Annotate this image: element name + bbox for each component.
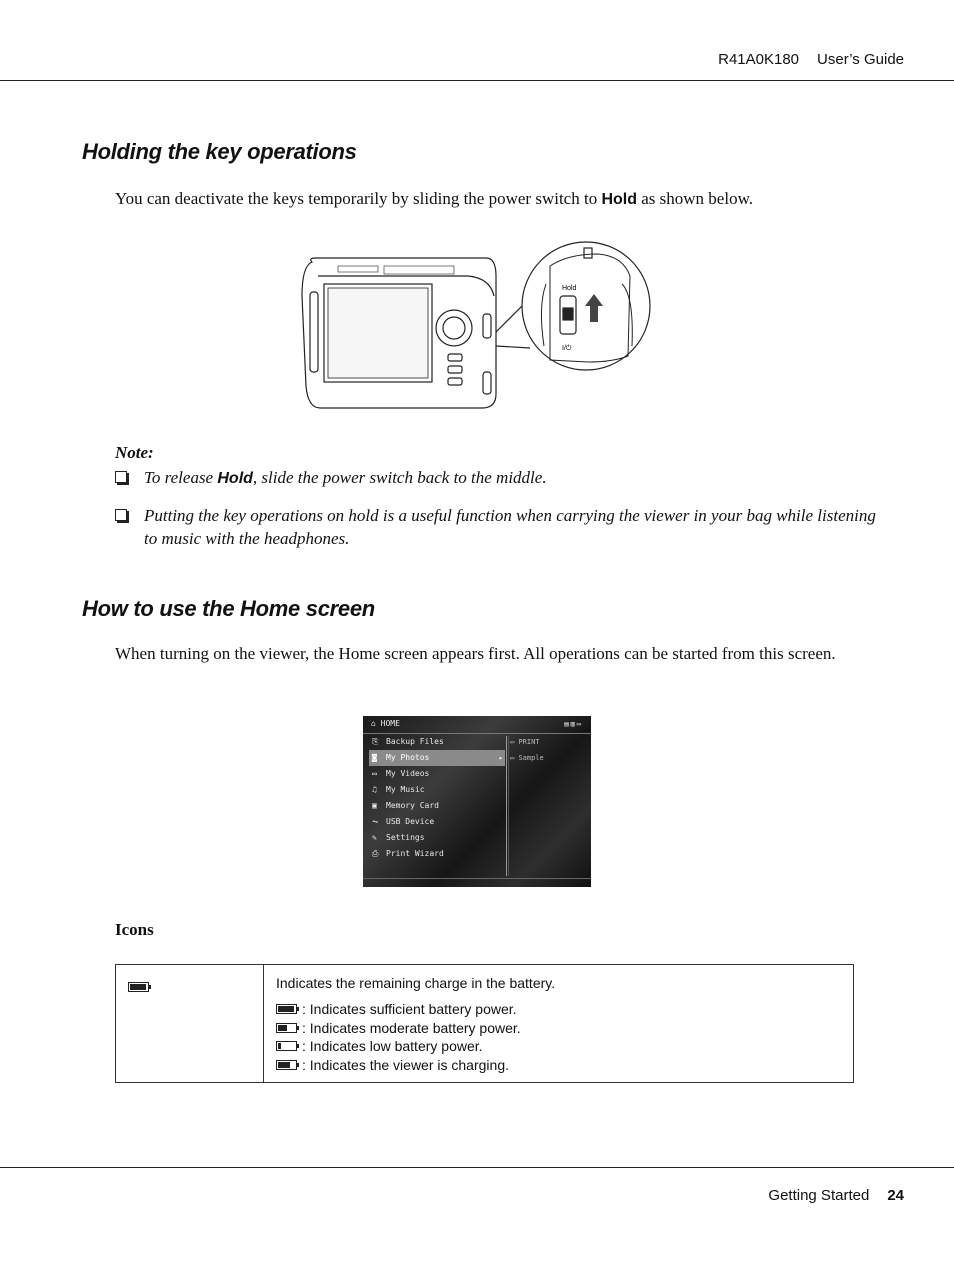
submenu — [510, 734, 544, 766]
header-rule — [0, 80, 954, 81]
running-footer — [768, 1187, 904, 1204]
description-cell — [264, 965, 854, 1083]
checkbox-bullet-icon — [115, 471, 127, 483]
battery-icon: ▭ — [576, 720, 583, 728]
battery-line-moderate: : Indicates moderate battery power. — [276, 1019, 853, 1038]
menu-item-my-videos[interactable]: ▭ My Videos — [369, 766, 505, 782]
card-icon: ▤ — [564, 720, 571, 728]
home-title: ⌂ HOME — [371, 719, 400, 728]
list-icon: ▥ — [570, 720, 577, 728]
wrench-icon: ✎ — [372, 833, 377, 842]
table-row — [116, 965, 854, 1083]
note-item-2: Putting the key operations on hold is a useful function when carrying the viewer in your bag while listening to music with the headphones. — [115, 504, 880, 550]
battery-charging-icon — [276, 1060, 297, 1070]
menu-item-memory-card[interactable]: ▣ Memory Card — [369, 798, 505, 814]
battery-description: Indicates the remaining charge in the battery. — [276, 975, 556, 991]
running-header — [718, 51, 904, 68]
menu-item-my-photos[interactable]: ◙ My Photos ▸ — [369, 750, 505, 766]
status-icons — [564, 720, 583, 728]
menu-item-my-music[interactable]: ♫ My Music — [369, 782, 505, 798]
checkbox-bullet-icon — [115, 509, 127, 521]
usb-icon: ⏦ — [372, 817, 379, 826]
home-icon: ⌂ — [371, 719, 376, 728]
battery-line-charging: : Indicates the viewer is charging. — [276, 1056, 853, 1075]
menu-divider-shadow — [508, 736, 509, 876]
home-paragraph: When turning on the viewer, the Home screen appears first. All operations can be started from this screen. — [115, 644, 836, 663]
footer-rule — [0, 1167, 954, 1168]
footer-section: Getting Started — [768, 1187, 870, 1204]
battery-moderate-icon — [276, 1023, 297, 1033]
section-title-holding: Holding the key operations — [82, 139, 357, 164]
hold-label: Hold — [562, 285, 577, 292]
home-screen-figure — [363, 716, 591, 887]
power-label: I/⏻ — [562, 345, 572, 352]
holding-paragraph: You can deactivate the keys temporarily by sliding the power switch to Hold as shown below. — [115, 189, 753, 208]
page-number: 24 — [887, 1187, 904, 1204]
icons-table — [115, 964, 854, 1083]
battery-low-icon — [276, 1041, 297, 1051]
header-guide: User’s Guide — [817, 51, 904, 68]
print-icon: ⎙ — [372, 849, 379, 858]
menu-item-backup-files[interactable]: ⎘ Backup Files — [369, 734, 505, 750]
menu-divider — [506, 736, 507, 876]
home-menu — [369, 734, 505, 862]
music-icon: ♫ — [372, 785, 377, 794]
memory-card-icon: ▣ — [372, 801, 377, 810]
icons-heading: Icons — [115, 920, 154, 939]
note-heading: Note: — [115, 443, 154, 462]
header-model: R41A0K180 — [718, 51, 800, 68]
submenu-item-sample[interactable]: ▭ Sample — [510, 754, 544, 762]
menu-item-settings[interactable]: ✎ Settings — [369, 830, 505, 846]
folder-icon: ▭ — [510, 754, 515, 762]
home-topbar — [363, 716, 591, 734]
section-title-home: How to use the Home screen — [82, 596, 375, 621]
device-hold-switch-figure — [298, 236, 658, 416]
battery-icon — [128, 982, 149, 992]
submenu-item-print[interactable]: ▭ PRINT — [510, 738, 540, 746]
icon-cell — [116, 965, 264, 1083]
video-icon: ▭ — [372, 769, 377, 778]
note-item-1: To release Hold, slide the power switch back to the middle. — [115, 466, 880, 490]
battery-line-sufficient: : Indicates sufficient battery power. — [276, 1000, 853, 1019]
menu-item-usb-device[interactable]: ⏦ USB Device — [369, 814, 505, 830]
battery-full-icon — [276, 1004, 297, 1014]
battery-line-low: : Indicates low battery power. — [276, 1037, 853, 1056]
home-bottom-rule — [363, 878, 591, 879]
camera-icon: ◙ — [372, 753, 377, 762]
backup-icon: ⎘ — [372, 737, 379, 746]
menu-item-print-wizard[interactable]: ⎙ Print Wizard — [369, 846, 505, 862]
folder-icon: ▭ — [510, 738, 515, 746]
